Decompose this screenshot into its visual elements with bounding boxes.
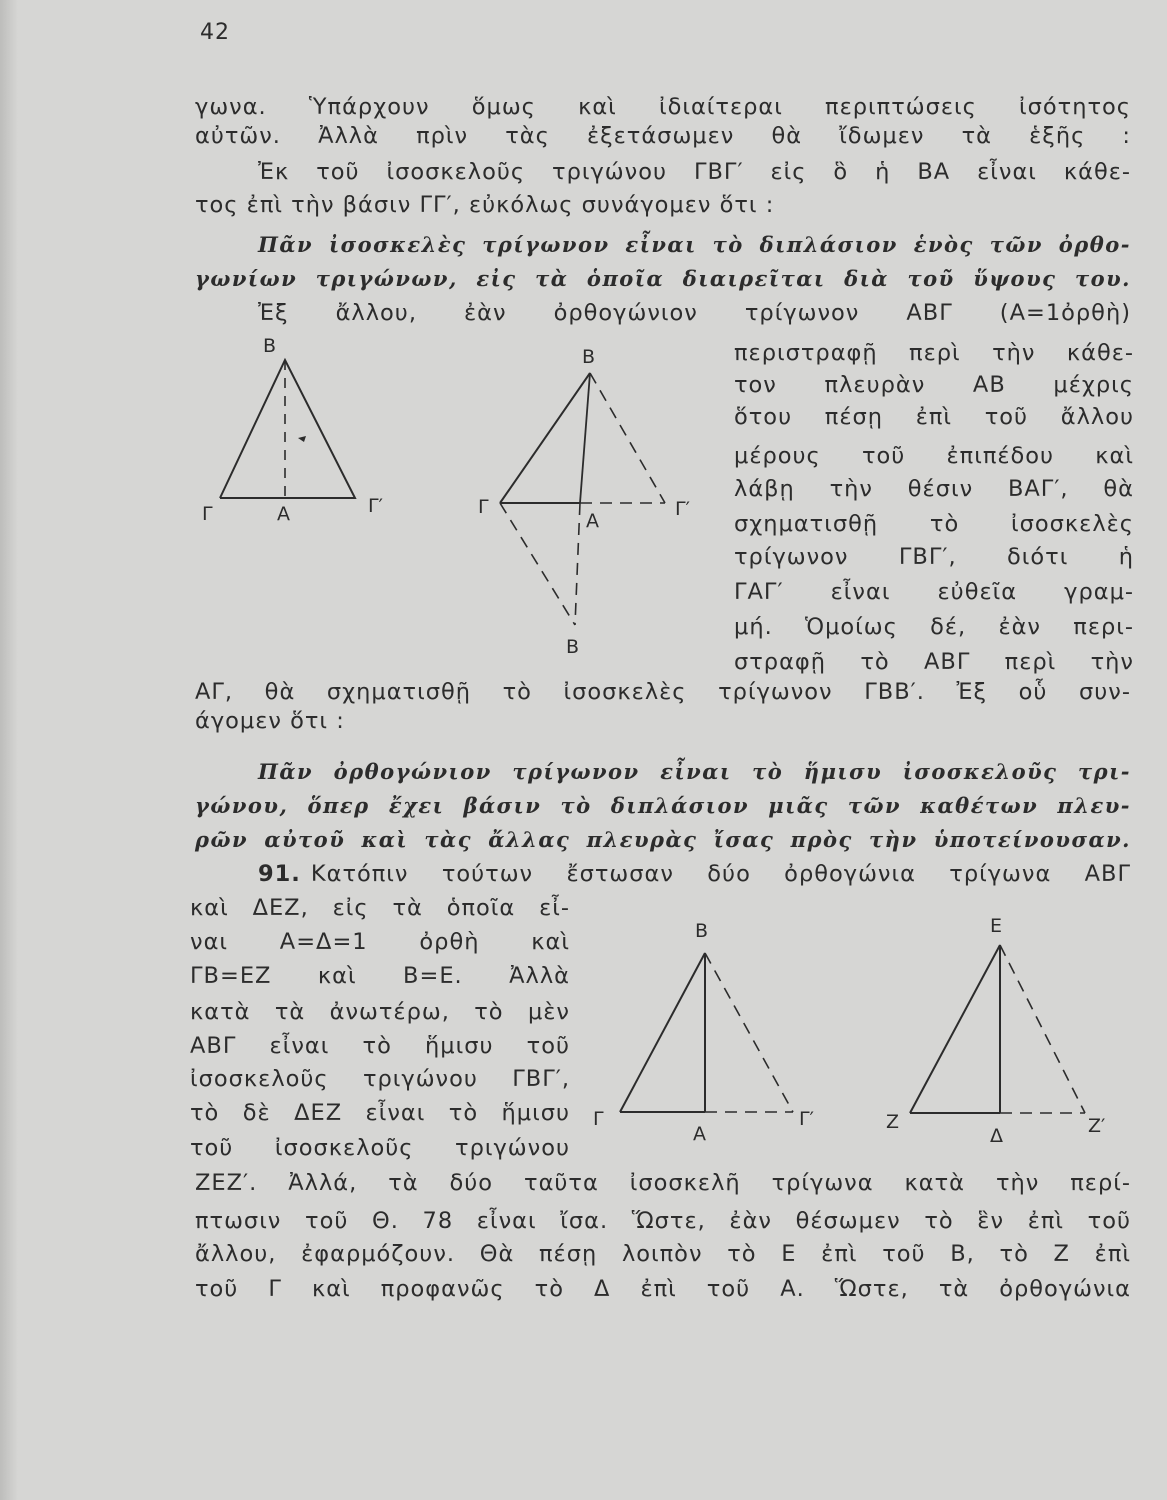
label-g: Γ: [593, 1108, 604, 1130]
text-line: Κατόπιν τούτων ἔστωσαν δύο ὀρθογώνια τρίγωνα ΑΒΓ: [310, 861, 1131, 887]
text-line: άγομεν ὅτι :: [195, 708, 345, 734]
text-line: τον πλευρὰν ΑΒ μέχρις: [734, 372, 1134, 398]
theorem-line: γωνίων τριγώνων, εἰς τὰ ὁποῖα διαιρεῖται διὰ τοῦ ὕψους του.: [195, 266, 1131, 291]
label-g: Γ: [202, 503, 213, 525]
text-line: τος ἐπὶ τὴν βάσιν ΓΓ′, εὐκόλως συνάγομεν ὅτι :: [195, 192, 775, 218]
text-line: ἰσοσκελοῦς τριγώνου ΓΒΓ′,: [190, 1066, 570, 1092]
text-line: μή. Ὁμοίως δέ, ἐὰν περι-: [734, 614, 1134, 640]
text-line: γωνα. Ὑπάρχουν ὅμως καὶ ἰδιαίτεραι περιπτώσεις ἰσότητος: [195, 94, 1131, 120]
text-line: τοῦ Γ καὶ προφανῶς τὸ Δ ἐπὶ τοῦ Α. Ὥστε, τὰ ὀρθογώνια: [195, 1276, 1131, 1302]
text-line: Ἐξ ἄλλου, ἐὰν ὀρθογώνιον τρίγωνον ΑΒΓ (Α=1ὀρθὴ): [258, 300, 1131, 326]
text-line: στραφῇ τὸ ΑΒΓ περὶ τὴν: [734, 649, 1134, 675]
figure-isosceles-triangle: [190, 330, 420, 534]
figure-triangle-abg: [585, 915, 835, 1149]
text-line: ΖΕΖ′. Ἀλλά, τὰ δύο ταῦτα ἰσοσκελῆ τρίγωνα κατὰ τὴν περί-: [195, 1170, 1131, 1196]
label-g-prime: Γ′: [368, 495, 383, 517]
label-a: Α: [586, 510, 599, 532]
label-b: Β: [695, 920, 709, 942]
text-line: λάβῃ τὴν θέσιν ΒΑΓ′, θὰ: [734, 476, 1134, 502]
label-d: Δ: [990, 1125, 1003, 1147]
text-line: κατὰ τὰ ἀνωτέρω, τὸ μὲν: [190, 999, 570, 1025]
text-line: ὅτου πέσῃ ἐπὶ τοῦ ἄλλου: [734, 404, 1134, 430]
text-line: καὶ ΔΕΖ, εἰς τὰ ὁποῖα εἶ-: [190, 895, 570, 921]
section-number: 91.: [258, 861, 301, 887]
page-edge: [0, 0, 18, 1500]
label-a: Α: [693, 1123, 706, 1145]
text-line: ΓΑΓ′ εἶναι εὐθεῖα γραμ-: [734, 579, 1134, 605]
label-z: Ζ: [886, 1111, 900, 1133]
label-g: Γ: [478, 496, 489, 518]
label-z-prime: Ζ′: [1088, 1115, 1106, 1137]
text-line: αὐτῶν. Ἀλλὰ πρὶν τὰς ἐξετάσωμεν θὰ ἴδωμεν τὰ ἑξῆς :: [195, 123, 1131, 149]
label-g-prime: Γ′: [799, 1108, 814, 1130]
text-line: μέρους τοῦ ἐπιπέδου καὶ: [734, 443, 1134, 469]
text-line: πτωσιν τοῦ Θ. 78 εἶναι ἴσα. Ὥστε, ἐὰν θέσωμεν τὸ ἓν ἐπὶ τοῦ: [195, 1208, 1131, 1234]
page-number: 42: [200, 20, 230, 45]
theorem-line: Πᾶν ὀρθογώνιον τρίγωνον εἶναι τὸ ἥμισυ ἰσοσκελοῦς τρι-: [258, 759, 1131, 784]
text-line: ΑΒΓ εἶναι τὸ ἥμισυ τοῦ: [190, 1033, 570, 1059]
section-line: [258, 859, 1131, 889]
text-line: Ἐκ τοῦ ἰσοσκελοῦς τριγώνου ΓΒΓ′ εἰς ὃ ἡ ΒΑ εἶναι κάθε-: [258, 159, 1131, 185]
text-line: τὸ δὲ ΔΕΖ εἶναι τὸ ἥμισυ: [190, 1100, 570, 1126]
text-line: περιστραφῇ περὶ τὴν κάθε-: [734, 340, 1134, 366]
label-b-prime: Β: [566, 636, 580, 658]
label-b: Β: [582, 346, 596, 368]
text-line: ἄλλου, ἐφαρμόζουν. Θὰ πέσῃ λοιπὸν τὸ Ε ἐπὶ τοῦ Β, τὸ Ζ ἐπὶ: [195, 1241, 1131, 1267]
text-line: ΓΒ=ΕΖ καὶ Β=Ε. Ἀλλὰ: [190, 963, 570, 989]
label-e: Ε: [990, 915, 1003, 937]
label-g-prime: Γ′: [675, 498, 690, 520]
text-line: τρίγωνον ΓΒΓ′, διότι ἡ: [734, 544, 1134, 570]
theorem-line: Πᾶν ἰσοσκελὲς τρίγωνον εἶναι τὸ διπλάσιον ἑνὸς τῶν ὀρθο-: [258, 232, 1131, 257]
theorem-line: ρῶν αὐτοῦ καὶ τὰς ἄλλας πλευρὰς ἴσας πρὸς τὴν ὑποτείνουσαν.: [195, 827, 1131, 852]
text-line: τοῦ ἰσοσκελοῦς τριγώνου: [190, 1135, 570, 1161]
text-line: ναι Α=Δ=1 ὀρθὴ καὶ: [190, 929, 570, 955]
figure-triangle-dez: [880, 910, 1130, 1149]
theorem-line: γώνου, ὅπερ ἔχει βάσιν τὸ διπλάσιον μιᾶς τῶν καθέτων πλευ-: [195, 793, 1131, 818]
text-line: σχηματισθῇ τὸ ἰσοσκελὲς: [734, 511, 1134, 537]
label-b: Β: [263, 335, 277, 357]
label-a: Α: [277, 503, 290, 525]
text-line: ΑΓ, θὰ σχηματισθῇ τὸ ἰσοσκελὲς τρίγωνον ΓΒΒ′. Ἐξ οὗ συν-: [195, 679, 1131, 705]
figure-rotated-triangles: [470, 345, 720, 669]
